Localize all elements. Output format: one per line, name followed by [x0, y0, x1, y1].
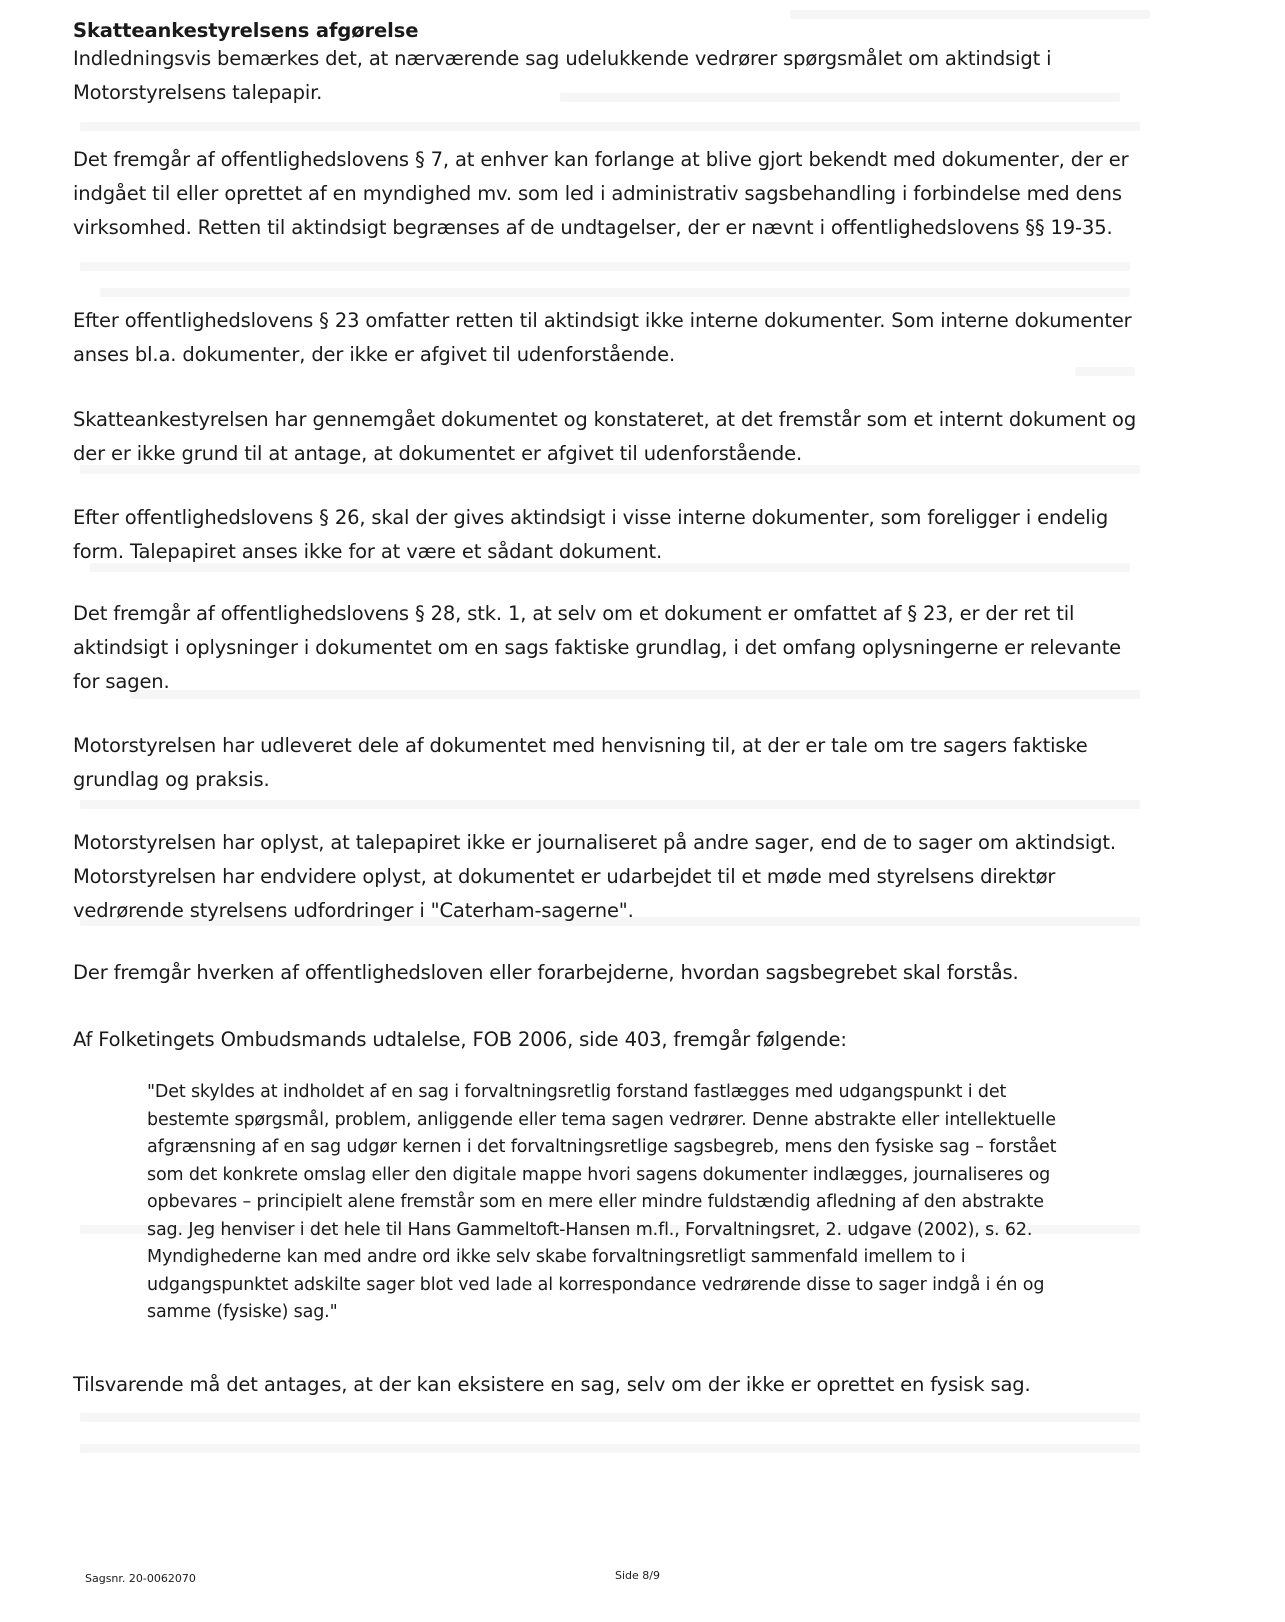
- page-number: Side 8/9: [615, 1569, 660, 1582]
- paragraph-ombudsman-intro: Af Folketingets Ombudsmands udtalelse, FOB 2006, side 403, fremgår følgende:: [73, 1028, 847, 1051]
- bleed-through-mark: [790, 10, 1150, 19]
- paragraph-section-23: Efter offentlighedslovens § 23 omfatter retten til aktindsigt ikke interne dokumenter. Som interne dokumenter anses bl.a. dokumenter, der ikke er afgivet til udenforstående.: [73, 309, 1132, 366]
- paragraph-section-28: Det fremgår af offentlighedslovens § 28, stk. 1, at selv om et dokument er omfattet af § 23, er der ret til aktindsigt i oplysninger i dokumentet om en sags faktiske grundlag, i det omfang oplysningerne er relevante for sagen.: [73, 602, 1122, 693]
- paragraph-journalisation: Motorstyrelsen har oplyst, at talepapiret ikke er journaliseret på andre sager, end de to sager om aktindsigt. Motorstyrelsen har endvidere oplyst, at dokumentet er udarbejdet til et møde med styrelsens direktør vedrørende styrelsens udfordringer i "Caterham-sagerne".: [73, 831, 1116, 922]
- paragraph-internal-document: Skatteankestyrelsen har gennemgået dokumentet og konstateret, at det fremstår som et internt dokument og der er ikke grund til at antage, at dokumentet er afgivet til udenforstående.: [73, 408, 1137, 465]
- bleed-through-mark: [80, 1444, 1140, 1453]
- case-number: Sagsnr. 20-0062070: [85, 1572, 196, 1585]
- section-heading: Skatteankestyrelsens afgørelse: [73, 19, 419, 42]
- bleed-through-mark: [80, 1413, 1140, 1422]
- bleed-through-mark: [100, 288, 1130, 297]
- ombudsman-quote: "Det skyldes at indholdet af en sag i forvaltningsretlig forstand fastlægges med udgangspunkt i det bestemte spørgsmål, problem, anliggende eller tema sagen vedrører. Denne abstrakte eller intellektuelle afgrænsning af en sag udgør kernen i det forvaltningsretlige sagsbegreb, mens den fysiske sag – forstået som det konkrete omslag eller den digitale mappe hvori sagens dokumenter indlægges, journaliseres og opbevares – principielt alene fremstår som en mere eller mindre fuldstændig afledning af den abstrakte sag. Jeg henviser i det hele til Hans Gammeltoft-Hansen m.fl., Forvaltningsret, 2. udgave (2002), s. 62. Myndighederne kan med andre ord ikke selv skabe forvaltningsretligt sammenfald imellem to i udgangspunktet adskilte sager blot ved lade al korrespondance vedrørende disse to sager indgå i én og samme (fysiske) sag.": [147, 1082, 1057, 1322]
- paragraph-section-7: Det fremgår af offentlighedslovens § 7, at enhver kan forlange at blive gjort bekendt med dokumenter, der er indgået til eller oprettet af en myndighed mv. som led i administrativ sagsbehandling i forbindelse med dens virksomhed. Retten til aktindsigt begrænses af de undtagelser, der er nævnt i offentlighedslovens §§ 19-35.: [73, 148, 1129, 239]
- paragraph-case-concept: Der fremgår hverken af offentlighedsloven eller forarbejderne, hvordan sagsbegrebet skal forstås.: [73, 961, 1019, 984]
- paragraph-intro: Indledningsvis bemærkes det, at nærværende sag udelukkende vedrører spørgsmålet om aktindsigt i Motorstyrelsens talepapir.: [73, 47, 1052, 104]
- paragraph-partial-disclosure: Motorstyrelsen har udleveret dele af dokumentet med henvisning til, at der er tale om tre sagers faktiske grundlag og praksis.: [73, 734, 1088, 791]
- bleed-through-mark: [80, 122, 1140, 131]
- paragraph-closing: Tilsvarende må det antages, at der kan eksistere en sag, selv om der ikke er oprettet en fysisk sag.: [73, 1373, 1031, 1396]
- bleed-through-mark: [80, 800, 1140, 809]
- paragraph-section-26: Efter offentlighedslovens § 26, skal der gives aktindsigt i visse interne dokumenter, som foreligger i endelig form. Talepapiret anses ikke for at være et sådant dokument.: [73, 506, 1109, 563]
- bleed-through-mark: [80, 262, 1130, 271]
